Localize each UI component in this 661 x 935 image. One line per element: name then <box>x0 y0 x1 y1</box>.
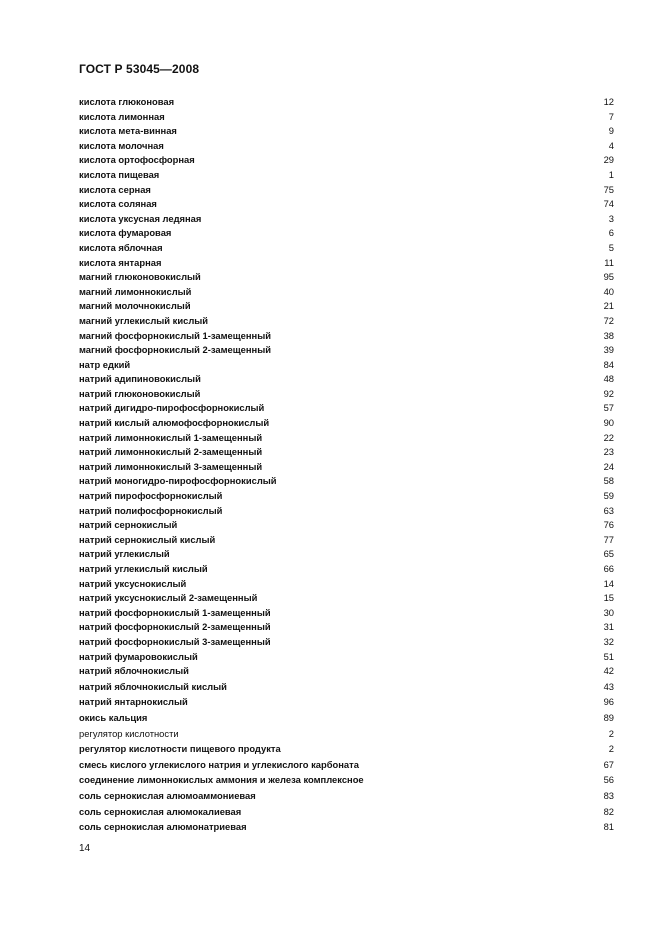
index-entry <box>79 474 614 489</box>
index-term: регулятор кислотности <box>79 727 179 739</box>
index-term: натрий углекислый <box>79 548 170 560</box>
index-page-ref: 56 <box>603 774 614 786</box>
index-entry <box>79 591 614 606</box>
index-page-ref: 81 <box>603 821 614 833</box>
index-term: кислота яблочная <box>79 241 163 253</box>
index-entry <box>79 504 614 519</box>
index-entry <box>79 299 614 314</box>
index-entry <box>79 95 614 110</box>
index-entry <box>79 387 614 402</box>
index-term: натрий моногидро-пирофосфорнокислый <box>79 475 277 487</box>
index-term: кислота пищевая <box>79 168 160 180</box>
index-term: соль сернокислая алюмокалиевая <box>79 805 242 817</box>
index-entry <box>79 110 614 125</box>
index-entry <box>79 445 614 460</box>
index-entry <box>79 226 614 241</box>
index-entry <box>79 788 614 804</box>
index-entry <box>79 401 614 416</box>
index-entry <box>79 183 614 198</box>
index-page-ref: 5 <box>608 241 614 253</box>
index-entry <box>79 431 614 446</box>
index-term: натрий янтарнокислый <box>79 696 188 708</box>
index-entry <box>79 460 614 475</box>
index-page-ref: 39 <box>603 344 614 356</box>
index-page-ref: 7 <box>608 110 614 122</box>
index-page-ref: 77 <box>603 533 614 545</box>
index-entry <box>79 679 614 695</box>
index-term: кислота ортофосфорная <box>79 154 195 166</box>
index-term: соль сернокислая алюмоаммониевая <box>79 789 256 801</box>
index-term: натрий уксуснокислый <box>79 577 187 589</box>
index-entry <box>79 819 614 835</box>
index-page-ref: 84 <box>603 358 614 370</box>
index-page-ref: 11 <box>604 256 614 268</box>
index-term: соединение лимоннокислых аммония и железа комплексное <box>79 774 364 786</box>
index-page-ref: 2 <box>608 727 614 739</box>
index-entry <box>79 518 614 533</box>
index-page-ref: 76 <box>603 519 614 531</box>
index-term: магний фосфорнокислый 2-замещенный <box>79 344 271 356</box>
index-page-ref: 40 <box>603 285 614 297</box>
index-entry <box>79 489 614 504</box>
index-page-ref: 82 <box>603 805 614 817</box>
index-term: натрий фосфорнокислый 3-замещенный <box>79 635 271 647</box>
index-page-ref: 24 <box>603 460 614 472</box>
page-number: 14 <box>79 843 91 854</box>
index-term: натрий сернокислый <box>79 519 178 531</box>
index-entry <box>79 343 614 358</box>
index-term: кислота мета-винная <box>79 125 177 137</box>
index-entry <box>79 372 614 387</box>
index-entry <box>79 757 614 773</box>
index-page-ref: 21 <box>603 300 614 312</box>
index-page-ref: 63 <box>603 504 614 516</box>
index-page-ref: 58 <box>603 475 614 487</box>
index-page-ref: 43 <box>603 680 614 692</box>
index-term: натрий дигидро-пирофосфорнокислый <box>79 402 265 414</box>
index-term: натрий сернокислый кислый <box>79 533 216 545</box>
index-entry <box>79 562 614 577</box>
index-entry <box>79 416 614 431</box>
index-term: натрий фумаровокислый <box>79 650 198 662</box>
index-term: кислота соляная <box>79 198 157 210</box>
index-page-ref: 65 <box>603 548 614 560</box>
index-entry <box>79 153 614 168</box>
index-entry <box>79 241 614 256</box>
index-term: натрий фосфорнокислый 2-замещенный <box>79 621 271 633</box>
index-term: натрий фосфорнокислый 1-замещенный <box>79 606 271 618</box>
index-entry <box>79 329 614 344</box>
index-entry <box>79 256 614 271</box>
index-page-ref: 38 <box>603 329 614 341</box>
index-term: натрий глюконовокислый <box>79 387 201 399</box>
index-term: соль сернокислая алюмонатриевая <box>79 821 247 833</box>
index-term: натр едкий <box>79 358 131 370</box>
index-term: магний молочнокислый <box>79 300 191 312</box>
index-term: натрий лимоннокислый 3-замещенный <box>79 460 263 472</box>
index-entry <box>79 694 614 710</box>
index-list <box>79 95 614 835</box>
index-page-ref: 30 <box>603 606 614 618</box>
index-term: натрий яблочнокислый <box>79 665 189 677</box>
index-page-ref: 14 <box>603 577 614 589</box>
index-entry <box>79 650 614 665</box>
index-page-ref: 75 <box>603 183 614 195</box>
index-term: натрий кислый алюмофосфорнокислый <box>79 417 270 429</box>
index-entry <box>79 314 614 329</box>
index-page-ref: 1 <box>608 168 614 180</box>
index-page-ref: 57 <box>603 402 614 414</box>
index-term: натрий углекислый кислый <box>79 563 208 574</box>
index-term: натрий уксуснокислый 2-замещенный <box>79 592 258 604</box>
index-term: натрий лимоннокислый 1-замещенный <box>79 431 263 443</box>
index-term: регулятор кислотности пищевого продукта <box>79 743 281 755</box>
index-page-ref: 59 <box>603 490 614 502</box>
index-term: кислота уксусная ледяная <box>79 212 202 224</box>
index-page-ref: 51 <box>603 650 614 662</box>
index-entry <box>79 270 614 285</box>
index-entry <box>79 197 614 212</box>
index-entry <box>79 772 614 788</box>
index-page-ref: 29 <box>603 154 614 166</box>
index-entry <box>79 533 614 548</box>
index-page-ref: 2 <box>608 743 614 755</box>
index-entry <box>79 139 614 154</box>
index-term: натрий пирофосфорнокислый <box>79 490 223 502</box>
index-term: окись кальция <box>79 711 148 723</box>
index-entry <box>79 664 614 679</box>
document-header: ГОСТ Р 53045—2008 <box>79 62 200 76</box>
index-term: кислота лимонная <box>79 110 165 122</box>
index-page-ref: 15 <box>603 592 614 604</box>
index-page-ref: 95 <box>603 271 614 283</box>
index-term: магний глюконовокислый <box>79 271 201 283</box>
index-term: кислота глюконовая <box>79 96 175 107</box>
index-page-ref: 89 <box>603 711 614 723</box>
index-page-ref: 12 <box>603 96 614 107</box>
index-entry <box>79 168 614 183</box>
index-term: натрий полифосфорнокислый <box>79 504 223 516</box>
index-entry <box>79 606 614 621</box>
index-term: магний фосфорнокислый 1-замещенный <box>79 329 271 341</box>
index-term: натрий яблочнокислый кислый <box>79 680 227 692</box>
index-entry <box>79 804 614 820</box>
index-page-ref: 74 <box>603 198 614 210</box>
index-entry <box>79 212 614 227</box>
index-entry <box>79 620 614 635</box>
index-entry <box>79 635 614 650</box>
index-page-ref: 4 <box>608 139 614 151</box>
index-term: кислота янтарная <box>79 256 162 268</box>
index-term: магний углекислый кислый <box>79 314 209 326</box>
index-entry <box>79 726 614 742</box>
index-term: кислота серная <box>79 183 151 195</box>
index-page-ref: 92 <box>603 387 614 399</box>
index-entry <box>79 741 614 757</box>
index-term: смесь кислого углекислого натрия и углекислого карбоната <box>79 758 359 770</box>
index-page-ref: 9 <box>608 125 614 137</box>
index-page-ref: 72 <box>603 314 614 326</box>
index-entry <box>79 124 614 139</box>
index-page-ref: 22 <box>603 431 614 443</box>
index-page-ref: 3 <box>608 212 614 224</box>
index-entry <box>79 285 614 300</box>
index-term: натрий адипиновокислый <box>79 373 201 385</box>
index-page-ref: 31 <box>603 621 614 633</box>
index-page-ref: 83 <box>603 789 614 801</box>
index-term: магний лимоннокислый <box>79 285 192 297</box>
index-page-ref: 6 <box>608 227 614 239</box>
index-term: кислота фумаровая <box>79 227 172 239</box>
index-entry <box>79 577 614 592</box>
index-term: кислота молочная <box>79 139 164 151</box>
index-page-ref: 23 <box>603 446 614 458</box>
index-entry <box>79 358 614 373</box>
index-entry <box>79 547 614 562</box>
index-page-ref: 66 <box>603 563 614 574</box>
index-term: натрий лимоннокислый 2-замещенный <box>79 446 263 458</box>
index-page-ref: 48 <box>603 373 614 385</box>
index-page-ref: 32 <box>603 635 614 647</box>
index-page-ref: 96 <box>603 696 614 708</box>
index-page-ref: 90 <box>603 417 614 429</box>
index-page-ref: 67 <box>603 758 614 770</box>
index-entry <box>79 710 614 726</box>
index-page-ref: 42 <box>603 665 614 677</box>
